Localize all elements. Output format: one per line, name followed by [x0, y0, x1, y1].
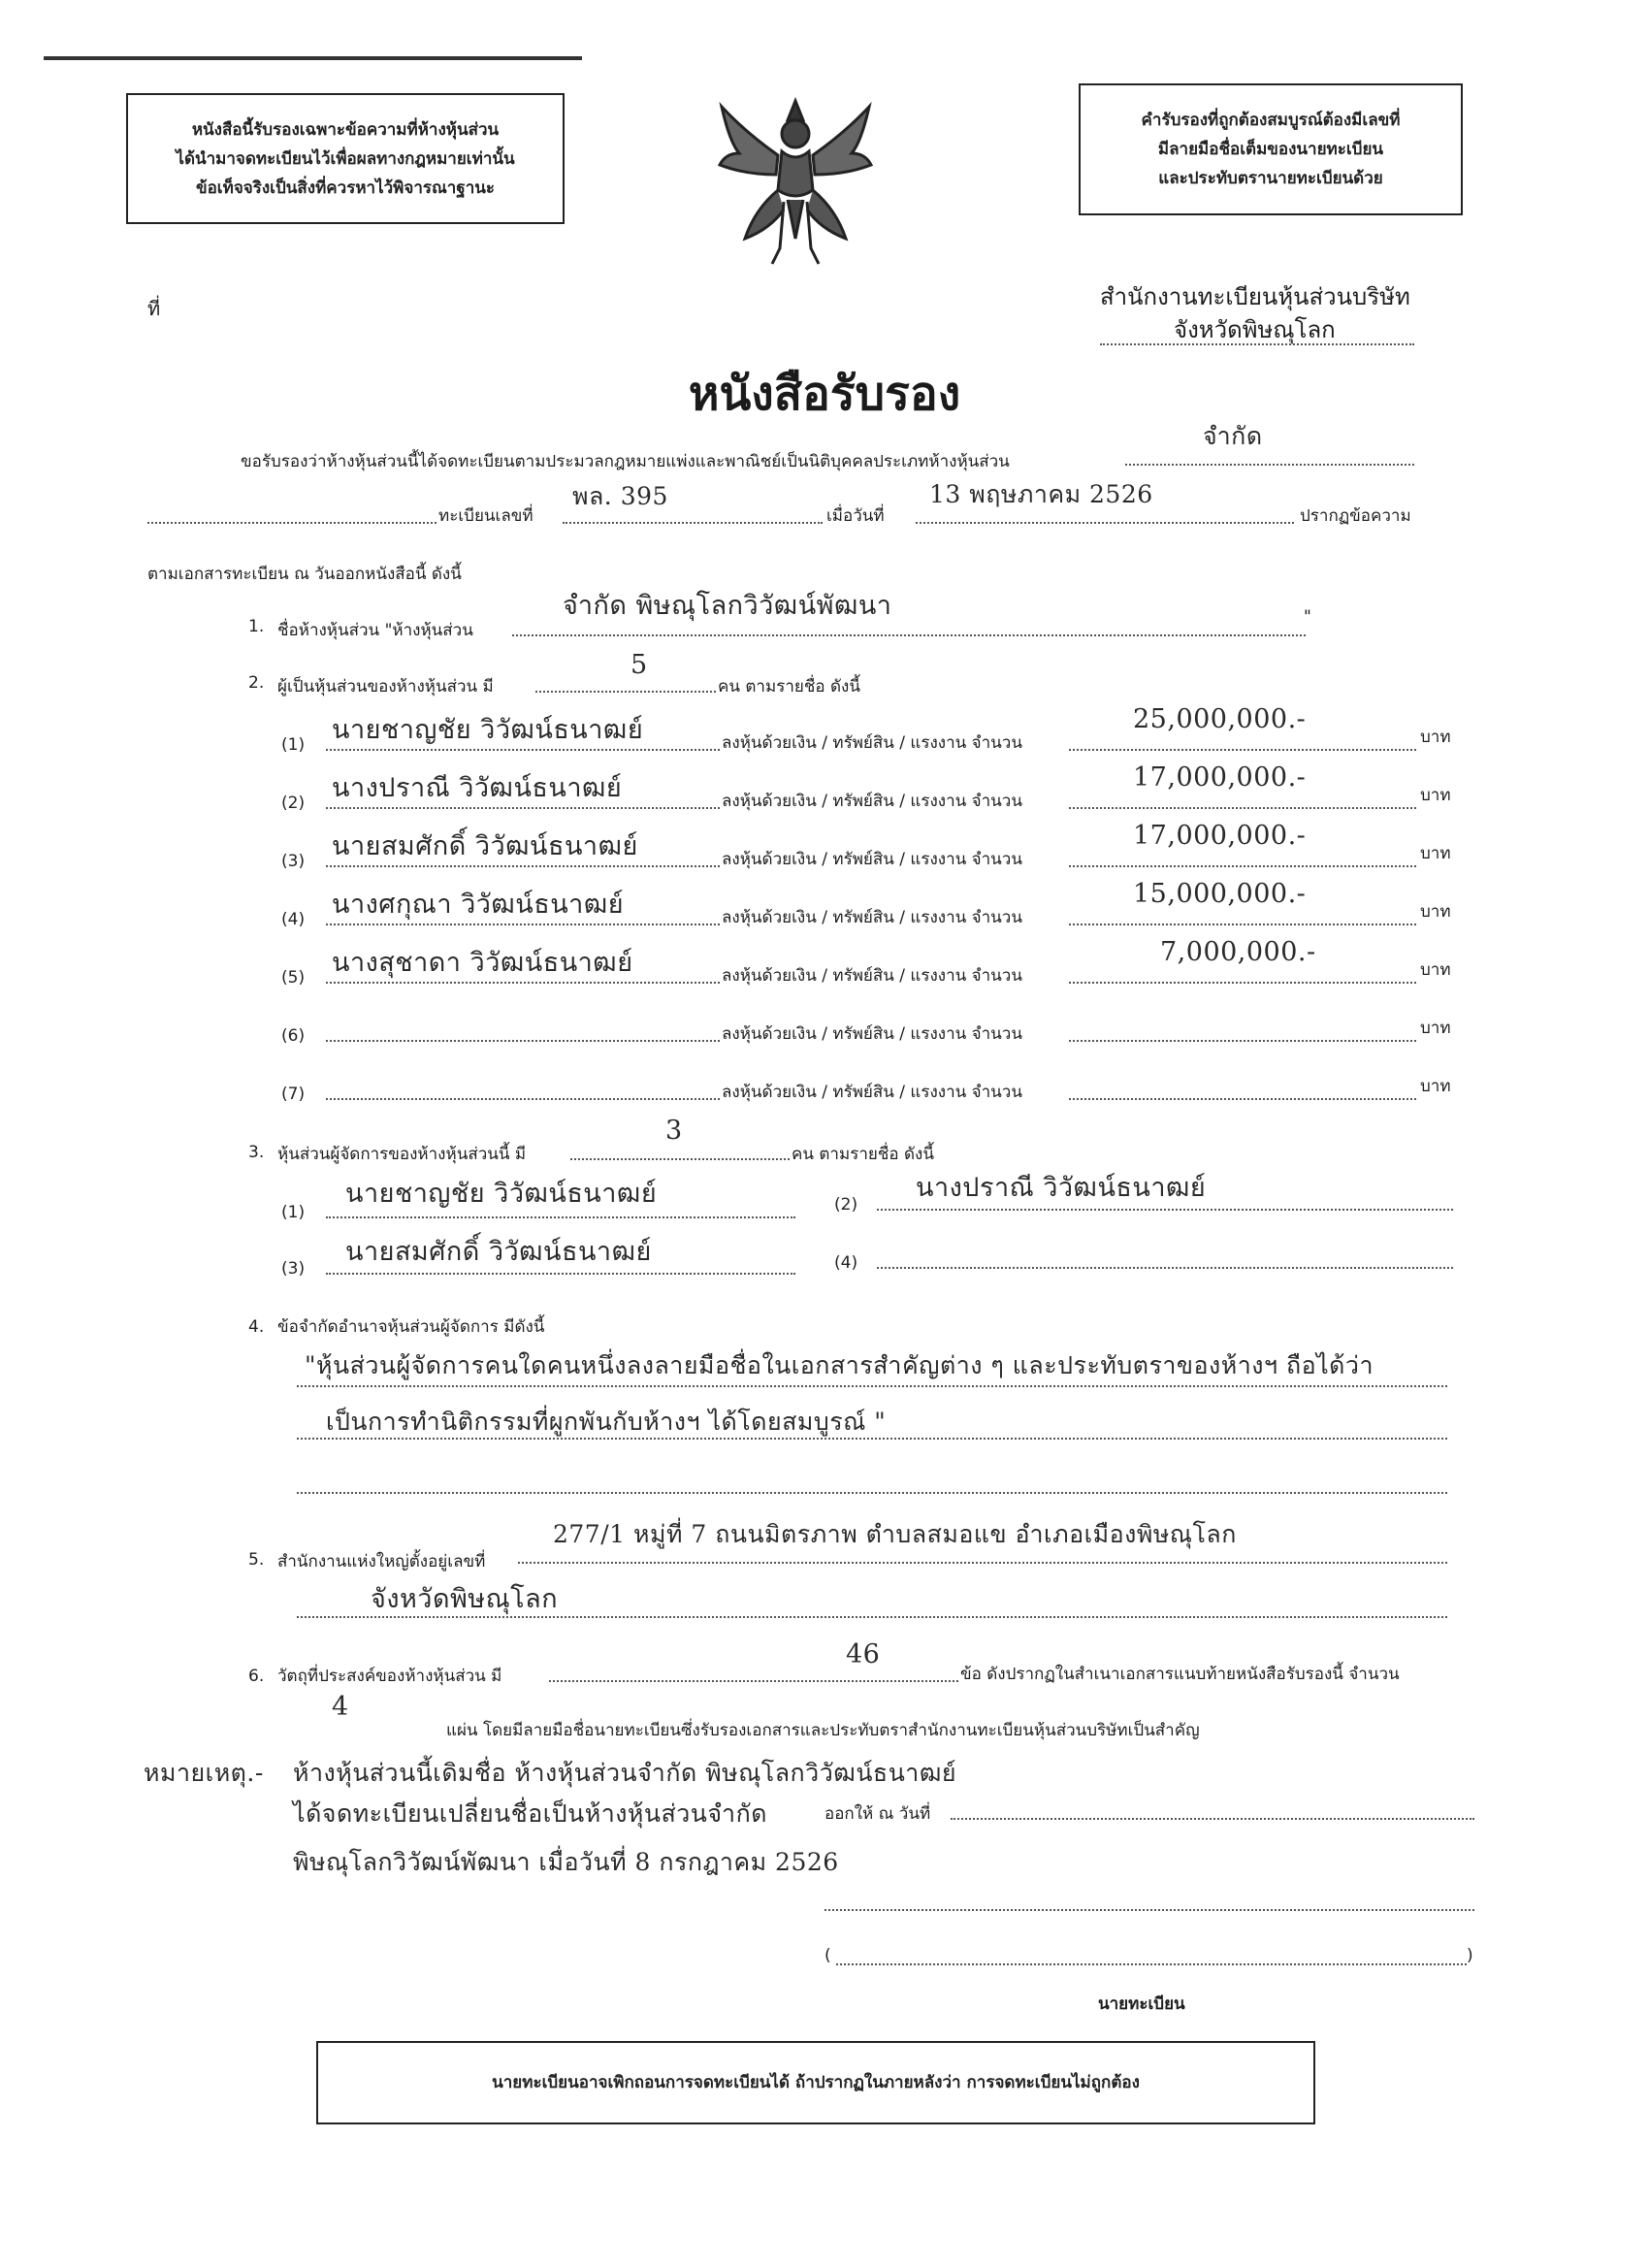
item1-number: 1.: [248, 617, 265, 636]
remark-line-2: ได้จดทะเบียนเปลี่ยนชื่อเป็นห้างหุ้นส่วนจำกัด: [293, 1799, 767, 1828]
manager-index: (1): [281, 1203, 306, 1222]
footer-note-box: [316, 2041, 1315, 2124]
issued-label: ออกให้ ณ วันที่: [824, 1804, 931, 1824]
partner-count: 5: [630, 650, 648, 680]
partner-name-line: [326, 923, 720, 925]
date-line: [916, 522, 1294, 524]
attachment-pages: 4: [332, 1692, 349, 1722]
partner-name: นางศกุณา วิวัฒน์ธนาฒย์: [332, 890, 625, 920]
partner-name: นางปราณี วิวัฒน์ธนาฒย์: [332, 773, 623, 803]
manager-count-line: [570, 1158, 790, 1160]
partner-amount-line: [1069, 1098, 1416, 1100]
partner-amount: 17,000,000.-: [1133, 762, 1307, 793]
partner-unit: บาท: [1420, 728, 1451, 747]
appears-label: ปรากฏข้อความ: [1300, 506, 1411, 526]
remark-line-3: พิษณุโลกวิวัฒน์พัฒนา เมื่อวันที่ 8 กรกฎาคม 2526: [293, 1848, 839, 1876]
reg-date: 13 พฤษภาคม 2526: [929, 480, 1153, 508]
partner-contrib-label: ลงหุ้นด้วยเงิน / ทรัพย์สิน / แรงงาน จำนวน: [722, 908, 1022, 927]
partner-index: (6): [281, 1026, 306, 1046]
partner-amount: 7,000,000.-: [1160, 937, 1316, 967]
partner-unit: บาท: [1420, 960, 1451, 980]
restriction-line-2: เป็นการทำนิติกรรมที่ผูกพันกับห้างฯ ได้โดยสมบูรณ์ ": [326, 1408, 887, 1436]
reference-label: ที่: [147, 297, 161, 320]
reg-line: [563, 522, 823, 524]
partner-amount: 17,000,000.-: [1133, 821, 1307, 851]
partner-amount: 15,000,000.-: [1133, 879, 1307, 909]
validity-line: และประทับตรานายทะเบียนด้วย: [1158, 169, 1383, 188]
office-province: จังหวัดพิษณุโลก: [1174, 316, 1336, 343]
partner-name-line: [326, 749, 720, 751]
item5-number: 5.: [248, 1550, 265, 1570]
manager-count: 3: [665, 1116, 683, 1146]
partner-amount-line: [1069, 923, 1416, 925]
partnership-name: จำกัด พิษณุโลกวิวัฒน์พัฒนา: [563, 591, 892, 621]
partner-contrib-label: ลงหุ้นด้วยเงิน / ทรัพย์สิน / แรงงาน จำนวน: [722, 1024, 1022, 1044]
partner-index: (7): [281, 1085, 306, 1104]
reg-number: พล. 395: [572, 482, 668, 510]
type-line: [1125, 464, 1414, 466]
manager-name: นายชาญชัย วิวัฒน์ธนาฒย์: [345, 1179, 658, 1209]
reg-lead-line: [147, 522, 436, 524]
registrar-title: นายทะเบียน: [1098, 1994, 1185, 2014]
manager-index: (3): [281, 1259, 306, 1279]
partner-name: นางสุชาดา วิวัฒน์ธนาฒย์: [332, 948, 633, 978]
validity-line: มีลายมือชื่อเต็มของนายทะเบียน: [1157, 140, 1384, 159]
item1-label: ชื่อห้างหุ้นส่วน "ห้างหุ้นส่วน: [277, 621, 473, 640]
signature-open: (: [824, 1946, 831, 1965]
objective-count: 46: [846, 1639, 881, 1669]
partner-name: นายสมศักดิ์ วิวัฒน์ธนาฒย์: [332, 831, 638, 861]
partner-amount: 25,000,000.-: [1133, 704, 1307, 734]
validity-box: [1079, 83, 1463, 215]
garuda-emblem: [716, 93, 875, 268]
remark-line-1: ห้างหุ้นส่วนนี้เดิมชื่อ ห้างหุ้นส่วนจำกัด พิษณุโลกวิวัฒน์ธนาฒย์: [293, 1759, 957, 1787]
manager-line: [326, 1273, 795, 1275]
restriction-line-1: "หุ้นส่วนผู้จัดการคนใดคนหนึ่งลงลายมือชื่อในเอกสารสำคัญต่าง ๆ และประทับตราของห้างฯ ถือได้ว่า: [305, 1351, 1374, 1379]
manager-name: นายสมศักดิ์ วิวัฒน์ธนาฒย์: [345, 1237, 652, 1267]
partner-contrib-label: ลงหุ้นด้วยเงิน / ทรัพย์สิน / แรงงาน จำนวน: [722, 850, 1022, 869]
item2-number: 2.: [248, 673, 265, 693]
disclaimer-line: ได้นำมาจดทะเบียนไว้เพื่อผลทางกฎหมายเท่านั้น: [176, 148, 515, 169]
partner-unit: บาท: [1420, 1077, 1451, 1096]
signature-line: [824, 1909, 1474, 1911]
restriction-rule-2: [297, 1438, 1447, 1440]
top-rule: [44, 56, 582, 60]
disclaimer-box: [126, 93, 565, 224]
item4-number: 4.: [248, 1317, 265, 1337]
manager-line: [326, 1216, 795, 1218]
office-name: สำนักงานทะเบียนหุ้นส่วนบริษัท: [1100, 283, 1410, 310]
validity-line: คำรับรองที่ถูกต้องสมบูรณ์ต้องมีเลขที่: [1141, 111, 1401, 130]
item1-line: [512, 634, 1306, 636]
remark-label: หมายเหตุ.-: [144, 1759, 264, 1787]
partner-contrib-label: ลงหุ้นด้วยเงิน / ทรัพย์สิน / แรงงาน จำนวน: [722, 966, 1022, 986]
partner-unit: บาท: [1420, 844, 1451, 863]
manager-line: [877, 1209, 1453, 1211]
manager-index: (4): [834, 1253, 858, 1273]
disclaimer-line: หนังสือนี้รับรองเฉพาะข้อความที่ห้างหุ้นส่วน: [191, 119, 500, 140]
partner-name-line: [326, 982, 720, 984]
footer-note: นายทะเบียนอาจเพิกถอนการจดทะเบียนได้ ถ้าปรากฏในภายหลังว่า การจดทะเบียนไม่ถูกต้อง: [492, 2073, 1140, 2092]
item6-label: วัตถุที่ประสงค์ของห้างหุ้นส่วน มี: [277, 1667, 502, 1686]
partner-contrib-label: ลงหุ้นด้วยเงิน / ทรัพย์สิน / แรงงาน จำนวน: [722, 1083, 1022, 1102]
item5-label: สำนักงานแห่งใหญ่ตั้งอยู่เลขที่: [277, 1552, 486, 1571]
item3-label: หุ้นส่วนผู้จัดการของห้างหุ้นส่วนนี้ มี: [277, 1145, 527, 1164]
partner-amount-line: [1069, 982, 1416, 984]
partner-name: นายชาญชัย วิวัฒน์ธนาฒย์: [332, 715, 644, 745]
partner-index: (4): [281, 910, 306, 929]
partner-index: (1): [281, 735, 306, 755]
partner-unit: บาท: [1420, 902, 1451, 922]
date-label: เมื่อวันที่: [826, 506, 885, 526]
signature-close: ): [1467, 1946, 1473, 1965]
partner-contrib-label: ลงหุ้นด้วยเงิน / ทรัพย์สิน / แรงงาน จำนวน: [722, 733, 1022, 753]
address-line-1: 277/1 หมู่ที่ 7 ถนนมิตรภาพ ตำบลสมอแข อำเภอเมืองพิษณุโลก: [553, 1520, 1237, 1548]
attachment-suffix: แผ่น โดยมีลายมือชื่อนายทะเบียนซึ่งรับรองเอกสารและประทับตราสำนักงานทะเบียนหุ้นส่วนบริษัทเป็นสำคัญ: [446, 1721, 1200, 1740]
manager-line: [877, 1267, 1453, 1269]
item3-suffix: คน ตามรายชื่อ ดังนี้: [792, 1145, 934, 1164]
partner-amount-line: [1069, 807, 1416, 809]
item2-suffix: คน ตามรายชื่อ ดังนี้: [718, 677, 860, 697]
item6-number: 6.: [248, 1667, 265, 1686]
partner-name-line: [326, 1098, 720, 1100]
address-line-2: จังหวัดพิษณุโลก: [371, 1584, 559, 1614]
partner-name-line: [326, 1040, 720, 1042]
partner-unit: บาท: [1420, 786, 1451, 805]
item1-close: ": [1304, 607, 1311, 627]
partner-name-line: [326, 865, 720, 867]
item4-label: ข้อจำกัดอำนาจหุ้นส่วนผู้จัดการ มีดังนี้: [277, 1317, 545, 1337]
partnership-type: จำกัด: [1203, 422, 1263, 450]
address-rule-1: [518, 1562, 1447, 1564]
partner-index: (3): [281, 852, 306, 871]
reg-label: ทะเบียนเลขที่: [438, 506, 534, 526]
partner-amount-line: [1069, 865, 1416, 867]
partner-count-line: [535, 691, 716, 693]
partner-index: (5): [281, 968, 306, 988]
partner-unit: บาท: [1420, 1019, 1451, 1038]
intro-text: ขอรับรองว่าห้างหุ้นส่วนนี้ได้จดทะเบียนตามประมวลกฎหมายแพ่งและพาณิชย์เป็นนิติบุคคลประเภทห้างหุ้นส่วน: [241, 452, 1010, 471]
item6-suffix: ข้อ ดังปรากฏในสำเนาเอกสารแนบท้ายหนังสือรับรองนี้ จำนวน: [960, 1665, 1400, 1684]
restriction-rule-1: [297, 1385, 1447, 1387]
issued-line: [951, 1818, 1474, 1820]
signature-name-line: [836, 1963, 1467, 1965]
address-rule-2: [297, 1616, 1447, 1618]
asof-text: ตามเอกสารทะเบียน ณ วันออกหนังสือนี้ ดังนี้: [147, 565, 462, 584]
restriction-rule-3: [297, 1492, 1447, 1494]
disclaimer-line: ข้อเท็จจริงเป็นสิ่งที่ควรหาไว้พิจารณาฐานะ: [195, 178, 496, 198]
item2-label: ผู้เป็นหุ้นส่วนของห้างหุ้นส่วน มี: [277, 677, 494, 697]
partner-amount-line: [1069, 749, 1416, 751]
objective-count-line: [549, 1680, 958, 1682]
office-line: [1100, 343, 1414, 345]
partner-contrib-label: ลงหุ้นด้วยเงิน / ทรัพย์สิน / แรงงาน จำนวน: [722, 792, 1022, 811]
partner-index: (2): [281, 794, 306, 813]
page-title: หนังสือรับรอง: [688, 367, 961, 421]
partner-amount-line: [1069, 1040, 1416, 1042]
partner-name-line: [326, 807, 720, 809]
manager-index: (2): [834, 1195, 858, 1215]
manager-name: นางปราณี วิวัฒน์ธนาฒย์: [916, 1173, 1207, 1203]
item3-number: 3.: [248, 1143, 265, 1162]
